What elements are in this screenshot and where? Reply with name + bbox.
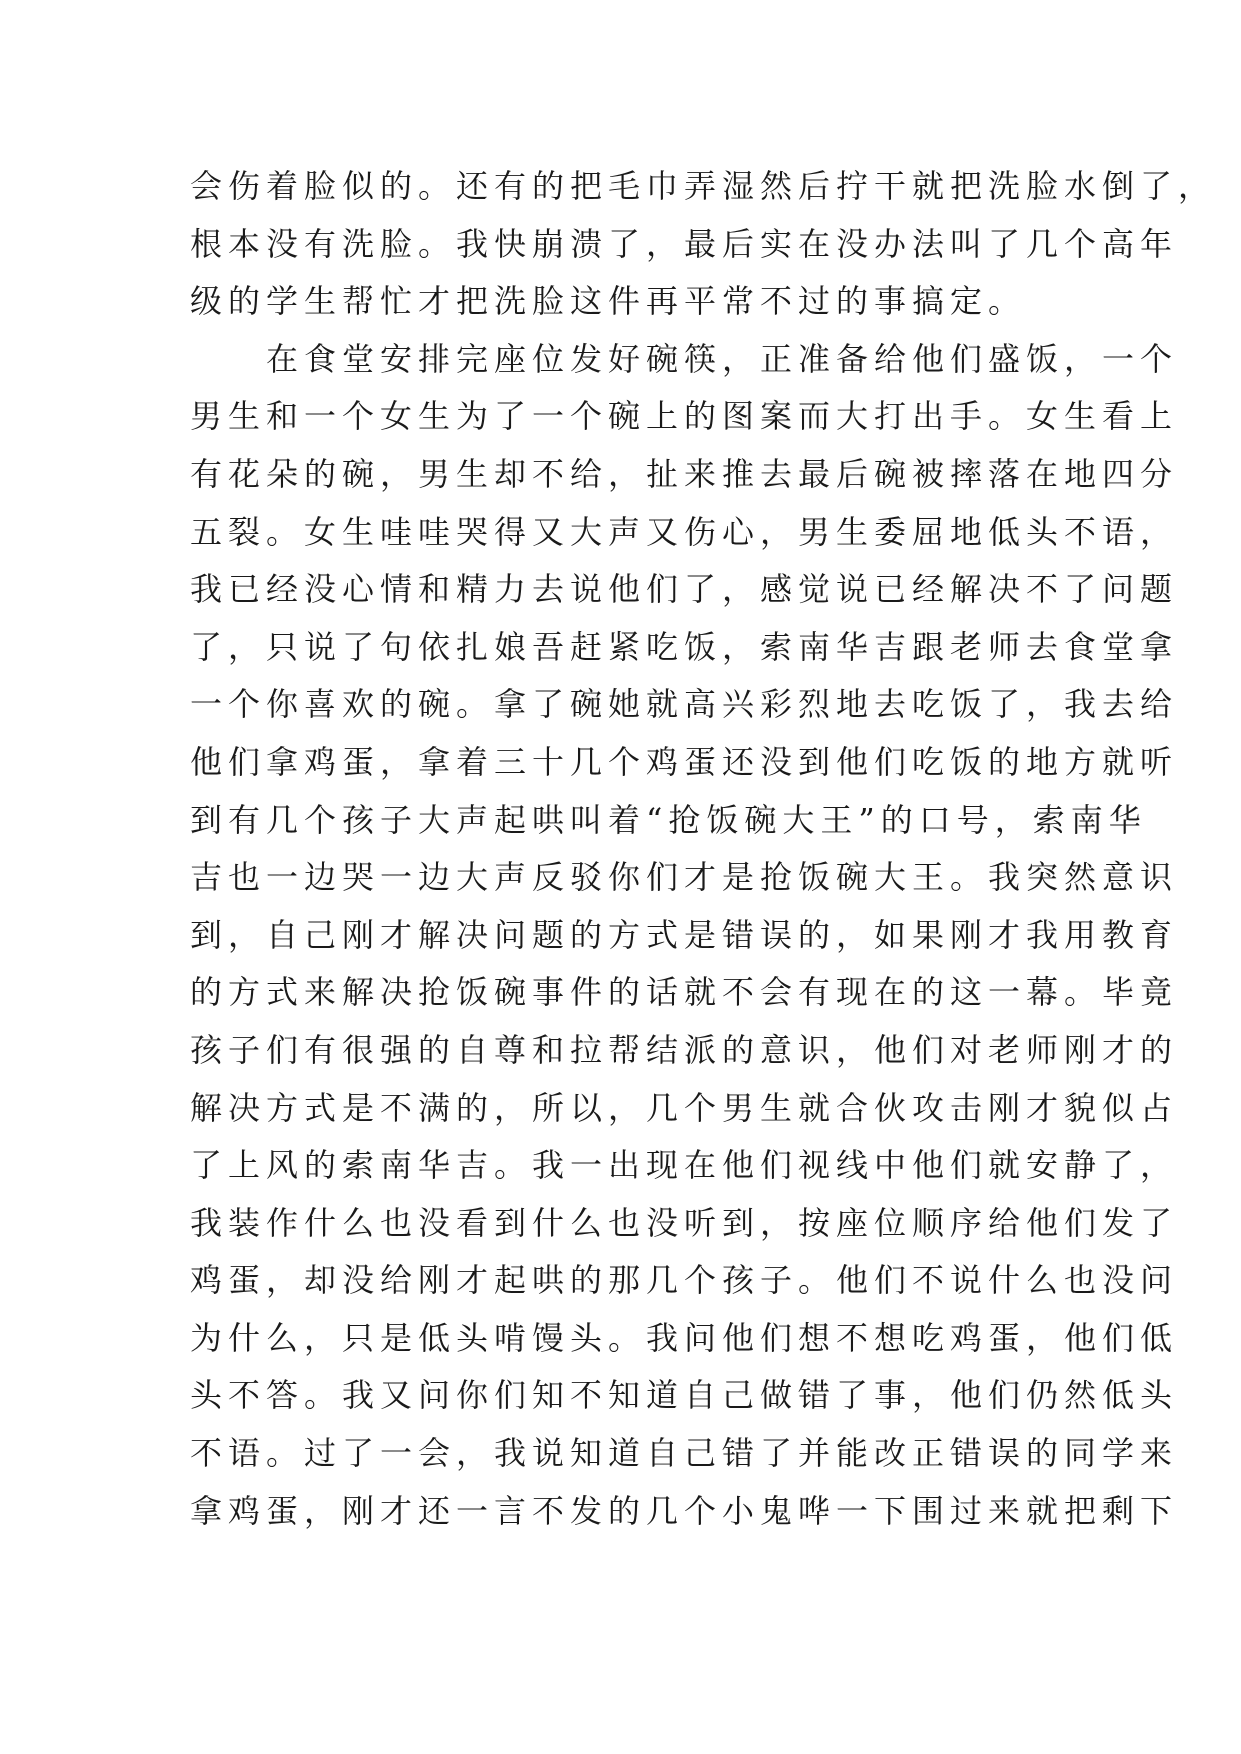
text-line: 头不答。我又问你们知不知道自己做错了事，他们仍然低头: [190, 1376, 1179, 1415]
text-line: 孩子们有很强的自尊和拉帮结派的意识，他们对老师刚才的: [190, 1030, 1179, 1069]
text-line: 五裂。女生哇哇哭得又大声又伤心，男生委屈地低头不语，: [190, 512, 1179, 551]
text-line: 我装作什么也没看到什么也没听到，按座位顺序给他们发了: [190, 1203, 1179, 1242]
text-line: 了，只说了句依扎娘吾赶紧吃饭，索南华吉跟老师去食堂拿: [190, 627, 1179, 666]
text-line: 不语。过了一会，我说知道自己错了并能改正错误的同学来: [190, 1434, 1179, 1473]
text-line: 为什么，只是低头啃馒头。我问他们想不想吃鸡蛋，他们低: [190, 1318, 1179, 1357]
text-line: 男生和一个女生为了一个碗上的图案而大打出手。女生看上: [190, 397, 1179, 436]
text-line: 有花朵的碗，男生却不给，扯来推去最后碗被摔落在地四分: [190, 454, 1179, 493]
text-line: 了上风的索南华吉。我一出现在他们视线中他们就安静了，: [190, 1146, 1179, 1185]
text-line: 会伤着脸似的。还有的把毛巾弄湿然后拧干就把洗脸水倒了，: [190, 167, 1217, 205]
text-line: 我已经没心情和精力去说他们了，感觉说已经解决不了问题: [190, 570, 1179, 609]
text-line: 他们拿鸡蛋，拿着三十几个鸡蛋还没到他们吃饭的地方就听: [190, 742, 1179, 781]
paragraph-first-line: 在食堂安排完座位发好碗筷，正准备给他们盛饭，一个: [266, 339, 1179, 378]
text-line: 拿鸡蛋，刚才还一言不发的几个小鬼哗一下围过来就把剩下: [190, 1491, 1179, 1530]
text-line: 到，自己刚才解决问题的方式是错误的，如果刚才我用教育: [190, 915, 1179, 954]
text-line: 的方式来解决抢饭碗事件的话就不会有现在的这一幕。毕竟: [190, 973, 1179, 1012]
text-line: 鸡蛋，却没给刚才起哄的那几个孩子。他们不说什么也没问: [190, 1261, 1179, 1300]
text-line: 一个你喜欢的碗。拿了碗她就高兴彩烈地去吃饭了，我去给: [190, 685, 1179, 724]
text-line: 级的学生帮忙才把洗脸这件再平常不过的事搞定。: [190, 282, 1027, 321]
text-line: 根本没有洗脸。我快崩溃了，最后实在没办法叫了几个高年: [190, 224, 1179, 263]
text-line: 到有几个孩子大声起哄叫着“抢饭碗大王”的口号，索南华: [190, 800, 1147, 839]
body-text: [190, 158, 1217, 1540]
text-line: 吉也一边哭一边大声反驳你们才是抢饭碗大王。我突然意识: [190, 858, 1179, 897]
text-line: 解决方式是不满的，所以，几个男生就合伙攻击刚才貌似占: [190, 1088, 1179, 1127]
